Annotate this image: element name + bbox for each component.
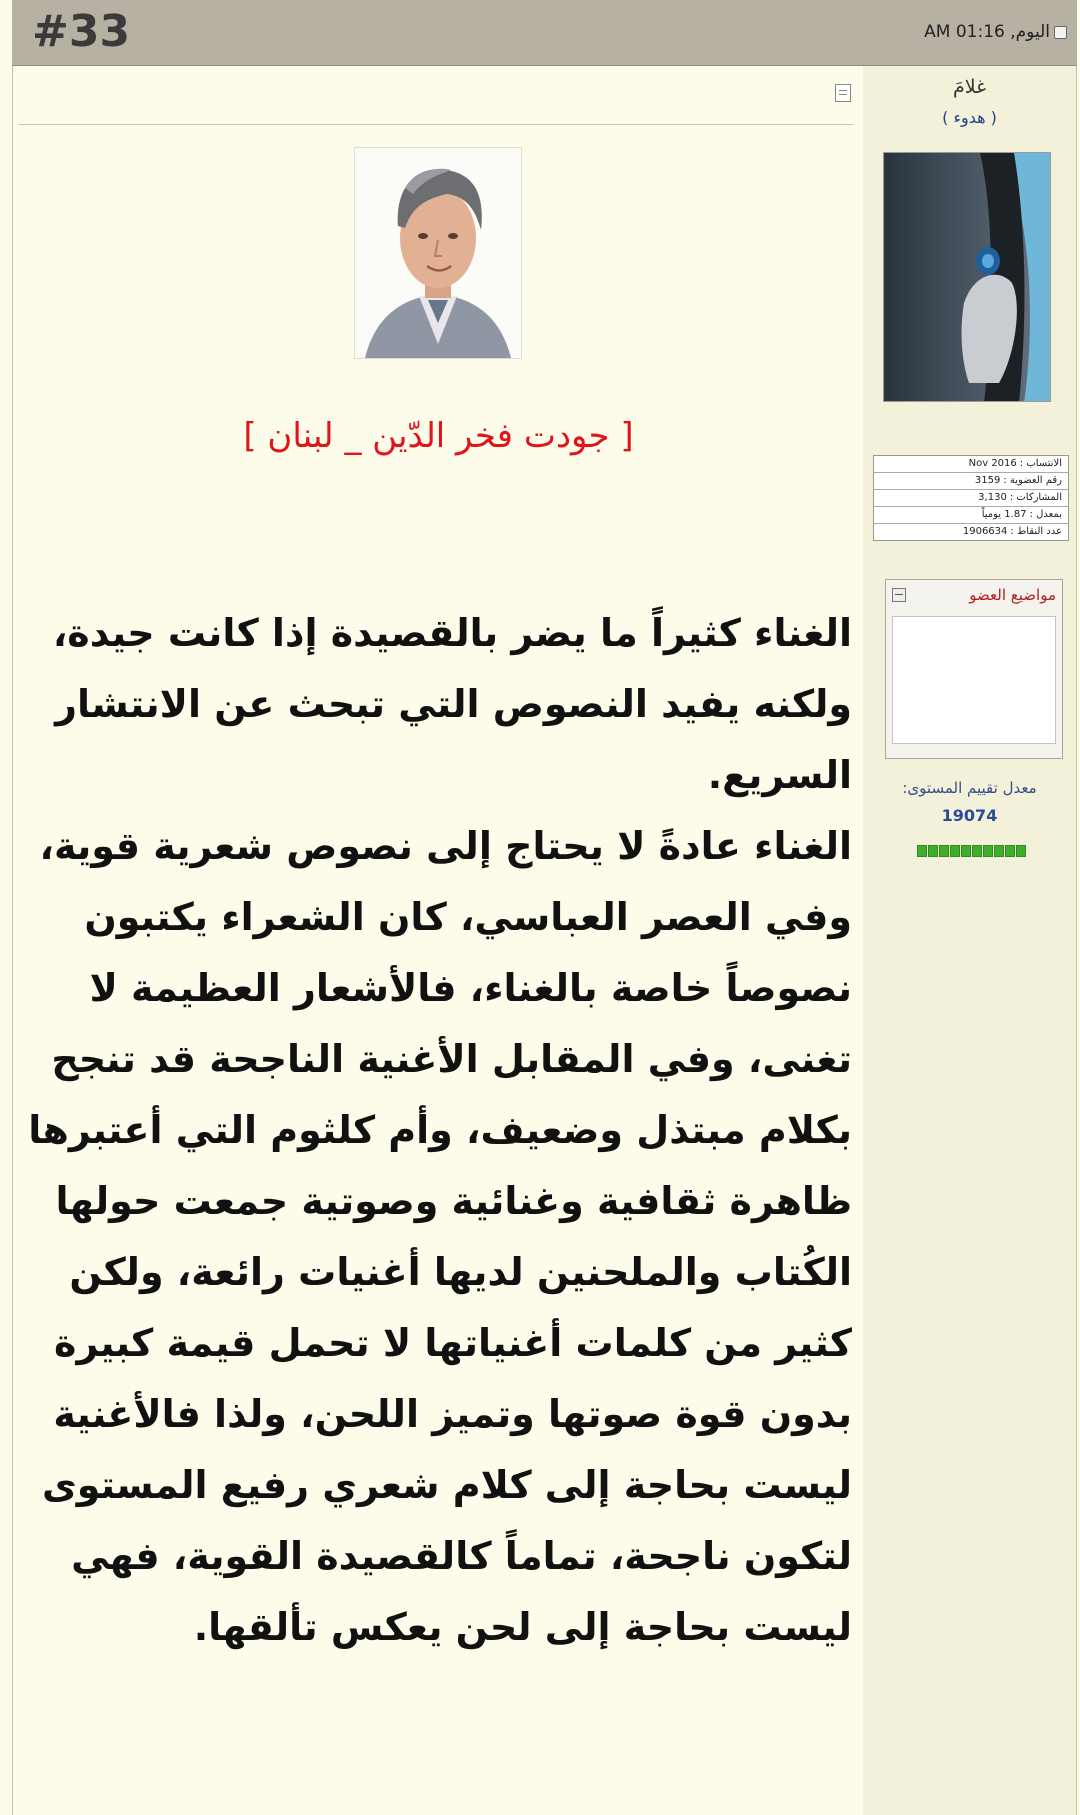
reputation-block: [1005, 845, 1015, 857]
user-title: ( هدوء ): [942, 108, 997, 127]
reputation-block: [917, 845, 927, 857]
reputation-block: [939, 845, 949, 857]
post-date: [924, 22, 1067, 42]
collapse-icon[interactable]: [892, 588, 906, 602]
reputation-block: [983, 845, 993, 857]
reputation-block: [928, 845, 938, 857]
user-sidebar: [863, 66, 1076, 1815]
user-topics-list[interactable]: [892, 616, 1056, 744]
paragraph-1: الغناء كثيراً ما يضر بالقصيدة إذا كانت جيدة، ولكنه يفيد النصوص التي تبحث عن الانتشار السريع.: [52, 611, 852, 797]
post-date-text: اليوم, 01:16 AM: [924, 22, 1050, 42]
stat-posts: المشاركات : 3,130: [874, 490, 1068, 507]
user-topics-header: [886, 580, 1062, 610]
user-stats: [873, 455, 1069, 541]
rating-value: 19074: [941, 806, 998, 825]
reputation-block: [961, 845, 971, 857]
username[interactable]: غلامَ: [952, 76, 987, 98]
reputation-block: [950, 845, 960, 857]
reputation-block: [1016, 845, 1026, 857]
stat-points: عدد النقاط : 1906634: [962, 526, 1062, 537]
user-topics-title[interactable]: مواضيع العضو: [969, 586, 1056, 604]
post-number-link[interactable]: #33: [32, 6, 131, 57]
post-content: [14, 66, 863, 1815]
stat-daily-rate: بمعدل : 1.87 يومياً: [874, 507, 1068, 524]
post-body: [22, 598, 852, 1663]
user-avatar[interactable]: [883, 152, 1051, 402]
rating-label: معدل تقييم المستوى:: [902, 779, 1037, 797]
stat-member-id: رقم العضوية : 3159: [874, 473, 1068, 490]
user-topics-box: [885, 579, 1063, 759]
reputation-block: [994, 845, 1004, 857]
paragraph-2: الغناء عادةً لا يحتاج إلى نصوص شعرية قوية، وفي العصر العباسي، كان الشعراء يكتبون نصوصاً خاصة بالغناء، فالأشعار العظيمة لا تغنى، وفي المقابل الأغنية الناجحة قد تنجح بكلام مبتذل وضعيف، وأم كلثوم التي أعتبرها ظاهرة ثقافية وغنائية وصوتية جمعت حولها الكُتاب والملحنين لديها أغنيات رائعة، ولكن كثير من كلمات أغنياتها لا تحمل قيمة كبيرة بدون قوة صوتها وتميز اللحن، ولذا فالأغنية ليست بحاجة إلى كلام شعري رفيع المستوى لتكون ناجحة، تماماً كالقصيدة القوية، فهي ليست بحاجة إلى لحن يعكس تألقها.: [28, 824, 852, 1649]
title-separator: [18, 124, 853, 125]
post-header: [12, 0, 1077, 66]
stat-join-date: الانتساب : Nov 2016: [874, 456, 1068, 473]
post-status-icon: [1054, 26, 1067, 39]
reputation-block: [972, 845, 982, 857]
author-photo: [354, 147, 522, 359]
reputation-bar: [917, 845, 1026, 857]
author-name: [ جودت فخر الدّين _ لبنان ]: [243, 416, 634, 456]
post-document-icon: [835, 84, 851, 102]
